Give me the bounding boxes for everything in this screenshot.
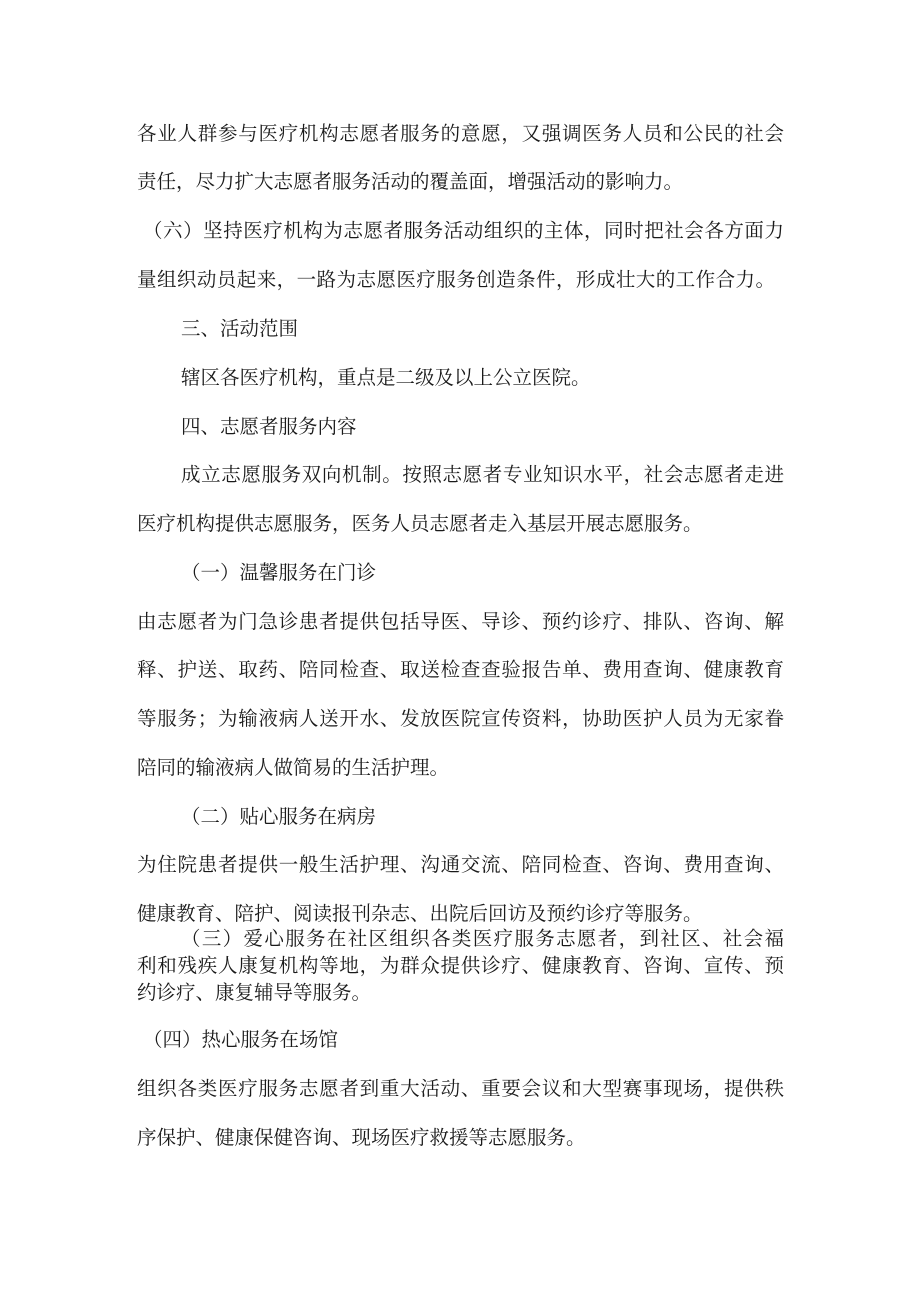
paragraph-line: 各业人群参与医疗机构志愿者服务的意愿，又强调医务人员和公民的社会 bbox=[137, 122, 784, 145]
paragraph-line: 释、护送、取药、陪同检查、取送检查查验报告单、费用查询、健康教育 bbox=[137, 658, 784, 681]
paragraph-line: 量组织动员起来，一路为志愿医疗服务创造条件，形成壮大的工作合力。 bbox=[137, 268, 775, 291]
paragraph-line: 陪同的输液病人做简易的生活护理。 bbox=[137, 756, 450, 779]
paragraph-line: 利和残疾人康复机构等地，为群众提供诊疗、健康教育、咨询、宣传、预 bbox=[137, 954, 784, 977]
paragraph-line: 成立志愿服务双向机制。按照志愿者专业知识水平，社会志愿者走进 bbox=[181, 463, 784, 486]
paragraph-line: （六）坚持医疗机构为志愿者服务活动组织的主体，同时把社会各方面力 bbox=[143, 219, 784, 242]
paragraph-line: （三）爱心服务在社区组织各类医疗服务志愿者，到社区、社会福 bbox=[181, 927, 784, 950]
paragraph-line: 责任，尽力扩大志愿者服务活动的覆盖面，增强活动的影响力。 bbox=[137, 170, 684, 193]
paragraph-line: 组织各类医疗服务志愿者到重大活动、重要会议和大型赛事现场，提供秩 bbox=[137, 1077, 784, 1100]
subsection-title: （二）贴心服务在病房 bbox=[181, 805, 377, 828]
section-heading: 四、志愿者服务内容 bbox=[181, 415, 357, 438]
subsection-title: （一）温馨服务在门诊 bbox=[181, 561, 377, 584]
paragraph-line: 医疗机构提供志愿服务，医务人员志愿者走入基层开展志愿服务。 bbox=[137, 512, 703, 535]
paragraph-line: 辖区各医疗机构，重点是二级及以上公立医院。 bbox=[181, 366, 591, 389]
section-heading: 三、活动范围 bbox=[181, 317, 299, 340]
paragraph-line: 为住院患者提供一般生活护理、沟通交流、陪同检查、咨询、费用查询、 bbox=[137, 853, 784, 876]
paragraph-line: 等服务；为输液病人送开水、发放医院宣传资料，协助医护人员为无家眷 bbox=[137, 707, 784, 730]
paragraph-line: 由志愿者为门急诊患者提供包括导医、导诊、预约诊疗、排队、咨询、解 bbox=[137, 610, 784, 633]
paragraph-line: 约诊疗、康复辅导等服务。 bbox=[137, 981, 372, 1004]
paragraph-line: 序保护、健康保健咨询、现场医疗救援等志愿服务。 bbox=[137, 1126, 586, 1149]
paragraph-line: 健康教育、陪护、阅读报刊杂志、出院后回访及预约诊疗等服务。 bbox=[137, 902, 703, 925]
subsection-title: （四）热心服务在场馆 bbox=[143, 1028, 339, 1051]
